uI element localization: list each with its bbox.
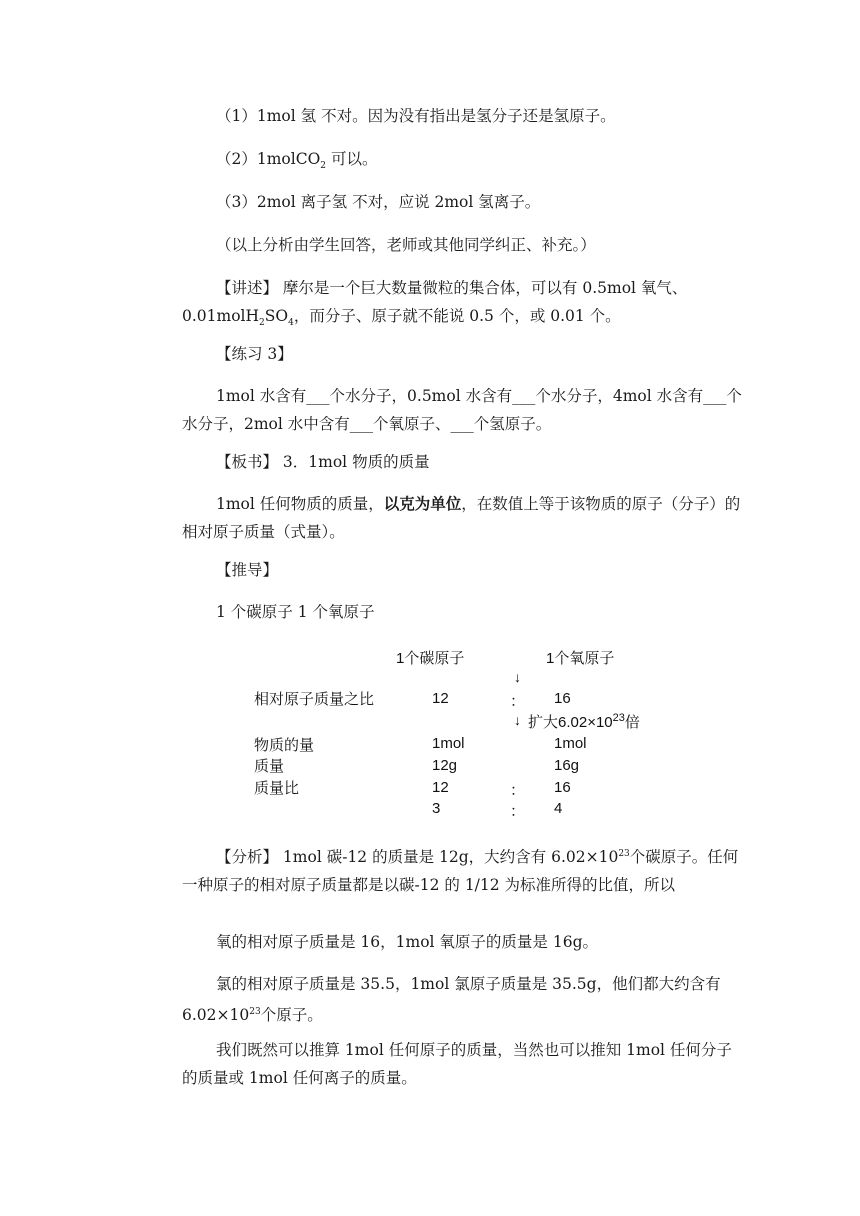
paragraph-1: （1）1mol 氢 不对。因为没有指出是氢分子还是氢原子。	[216, 107, 616, 125]
p2-text: （2）1molCO	[216, 150, 321, 168]
fig-expand-text	[528, 711, 640, 732]
exercise-text: 1mol 水含有___个水分子，0.5mol 水含有___个水分子，4mol 水含有___个水分子，2mol 水中含有___个氧原子、___个氢原子。	[182, 387, 742, 433]
fig-row4-colon: ：	[510, 782, 526, 799]
fig-row4-c: 12	[432, 779, 449, 796]
paragraph-4: （以上分析由学生回答，老师或其他同学纠正、补充。）	[216, 236, 596, 254]
fig-col2-head: 1个氧原子	[546, 650, 615, 667]
fig-row5-colon: ：	[510, 803, 526, 820]
fig-expand-a: 扩大6.02×10	[528, 714, 613, 731]
conclusion-paragraph: 我们既然可以推算 1mol 任何原子的质量，当然也可以推知 1mol 任何分子的质量或 1mol 任何离子的质量。	[182, 1041, 732, 1087]
fig-col1-head: 1个碳原子	[396, 650, 465, 667]
derivation-caption: 1 个碳原子 1 个氧原子	[216, 603, 375, 621]
derivation-figure	[254, 642, 684, 824]
chlorine-text: 氯的相对原子质量是 35.5，1mol 氯原子质量是 35.5g，他们都大约含有 6.02×10	[182, 975, 721, 1025]
p5-text-end: ，而分子、原子就不能说 0.5 个，或 0.01 个。	[293, 307, 621, 325]
fig-row2-o: 1mol	[554, 735, 587, 752]
analysis-sup: 23	[618, 849, 630, 859]
fig-row4-label: 质量比	[254, 780, 300, 797]
definition-paragraph	[182, 490, 742, 546]
fig-row1-c: 12	[432, 690, 449, 707]
paragraph-3: （3）2mol 离子氢 不对，应说 2mol 氢离子。	[216, 193, 541, 211]
analysis-paragraph	[182, 840, 742, 899]
fig-expand-sup: 23	[612, 712, 625, 724]
def-text-end: ，在数值上等于该物质的原子（分子）的相对原子质量（式量）。	[182, 495, 741, 541]
chlorine-sup: 23	[249, 1007, 261, 1017]
fig-row1-colon: ：	[510, 693, 526, 710]
paragraph-2	[216, 145, 776, 180]
p5-text: 【讲述】 摩尔是一个巨大数量微粒的集合体，可以有 0.5mol 氧气、0.01molH	[182, 279, 688, 325]
fig-row1-o: 16	[554, 690, 571, 707]
p5-text-mid: SO	[264, 307, 289, 325]
oxygen-paragraph: 氧的相对原子质量是 16，1mol 氧原子的质量是 16g。	[216, 933, 598, 951]
p5-sub1: 2	[259, 318, 265, 329]
fig-row3-c: 12g	[432, 757, 458, 774]
fig-row5-c: 3	[432, 800, 441, 817]
fig-row2-c: 1mol	[432, 735, 465, 752]
derivation-heading: 【推导】	[216, 561, 279, 579]
p2-text-end: 可以。	[326, 150, 378, 168]
p2-subscript: 2	[320, 161, 327, 172]
fig-row5-o: 4	[554, 800, 563, 817]
fig-row4-o: 16	[554, 779, 571, 796]
analysis-text: 【分析】 1mol 碳-12 的质量是 12g，大约含有 6.02×10	[216, 848, 619, 867]
fig-row3-label: 质量	[254, 758, 285, 775]
chlorine-text-end: 个原子。	[260, 1006, 323, 1025]
p5-sub2: 4	[288, 318, 294, 329]
fig-row1-label: 相对原子质量之比	[254, 691, 375, 708]
fig-expand-b: 倍	[624, 714, 640, 731]
def-bold: 以克为单位	[383, 494, 462, 513]
chlorine-paragraph	[182, 970, 742, 1029]
fig-row3-o: 16g	[554, 757, 580, 774]
paragraph-5	[182, 274, 742, 337]
analysis-text-end: 个碳原子。任何一种原子的相对原子质量都是以碳-12 的 1/12 为标准所得的比值，所以	[182, 848, 739, 895]
def-text: 1mol 任何物质的质量，	[216, 495, 384, 513]
fig-arrow-2: ↓	[514, 712, 521, 728]
board-heading: 【板书】 3．1mol 物质的质量	[216, 453, 430, 471]
fig-row2-label: 物质的量	[254, 737, 315, 754]
exercise-heading: 【练习 3】	[216, 345, 293, 363]
fig-arrow-1: ↓	[514, 669, 521, 685]
